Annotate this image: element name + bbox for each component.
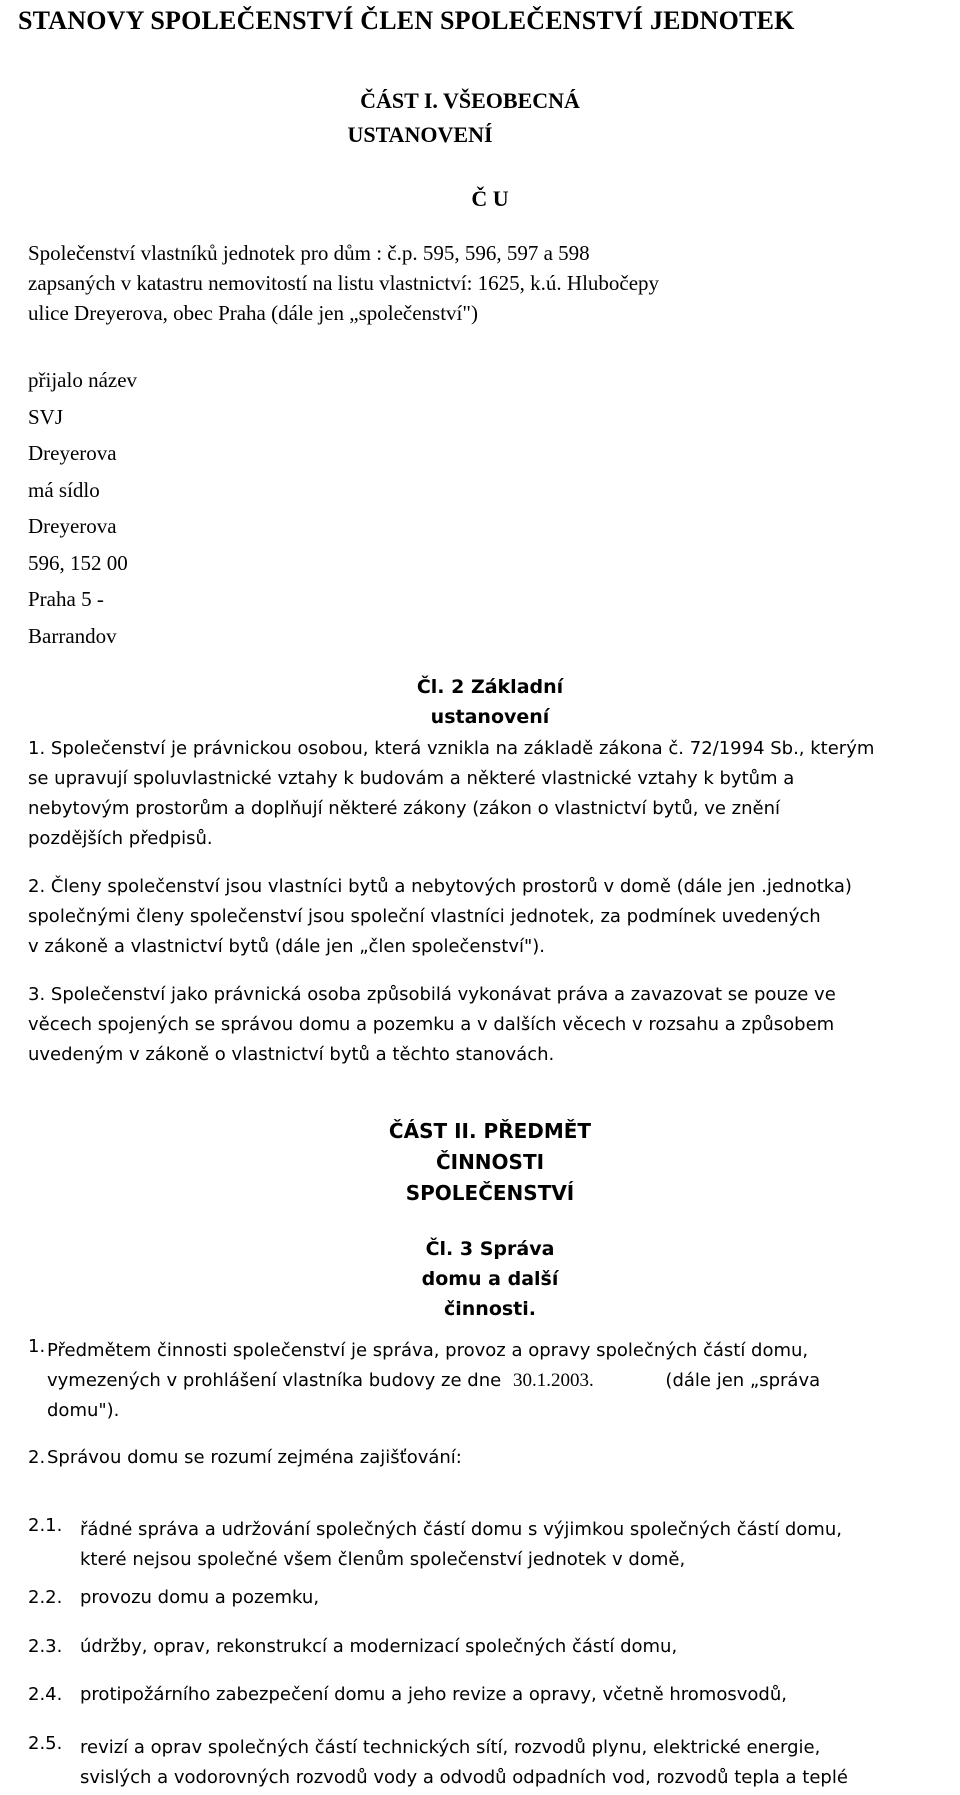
subitem-text: provozu domu a pozemku, [80, 1587, 320, 1608]
subitem-number: 2.4. [28, 1684, 63, 1705]
name-block [28, 362, 137, 654]
article3-heading [390, 1234, 590, 1324]
article3-heading-line: Čl. 3 Správa [425, 1238, 555, 1260]
subitem-text [80, 1515, 842, 1575]
paragraph-line: v zákoně a vlastnictví bytů (dále jen „člen společenství"). [28, 936, 546, 957]
article3-heading-line: činnosti. [443, 1298, 536, 1320]
subitem-number: 2.3. [28, 1636, 63, 1657]
paragraph-line: věcech spojených se správou domu a pozemku a v dalších věcech v rozsahu a způsobem [28, 1014, 835, 1035]
subitem-text: údržby, oprav, rekonstrukcí a modernizací společných částí domu, [80, 1636, 678, 1657]
paragraph-line: 1. Společenství je právnickou osobou, která vznikla na základě zákona č. 72/1994 Sb., kterým [28, 738, 875, 759]
subitem-line: které nejsou společné všem členům společenství jednotek v domě, [80, 1549, 686, 1570]
intro-line: zapsaných v katastru nemovitostí na listu vlastnictví: 1625, k.ú. Hlubočepy [28, 271, 660, 295]
paragraph-line: pozdějších předpisů. [28, 828, 213, 849]
article3-item2-number: 2. [28, 1447, 46, 1468]
part2-heading-line: ČINNOSTI [435, 1150, 545, 1174]
subitem-line: řádné správa a udržování společných částí domu s výjimkou společných částí domu, [80, 1519, 842, 1540]
article1-label: Č U [471, 186, 509, 211]
subitem-number: 2.5. [28, 1733, 63, 1754]
article2-paragraph-1 [28, 734, 874, 854]
subitem-line: svislých a vodorovných rozvodů vody a odvodů odpadních vod, rozvodů tepla a teplé [80, 1767, 848, 1788]
part1-heading-line2: USTANOVENÍ [347, 122, 493, 147]
name-line: Dreyerova [28, 441, 117, 465]
paragraph-line: 3. Společenství jako právnická osoba způsobilá vykonávat práva a zavazovat se pouze ve [28, 984, 836, 1005]
subitem-number: 2.1. [28, 1515, 63, 1536]
intro-paragraph [28, 238, 659, 328]
name-line: SVJ [28, 404, 64, 429]
subitem-line: revizí a oprav společných částí technických sítí, rozvodů plynu, elektrické energie, [80, 1737, 821, 1758]
part2-heading-line: ČÁST II. PŘEDMĚT [388, 1119, 592, 1143]
article2-heading-line1: Čl. 2 Základní [416, 676, 564, 698]
article3-heading-line: domu a další [421, 1268, 559, 1290]
document-title: STANOVY SPOLEČENSTVÍ ČLEN SPOLEČENSTVÍ JEDNOTEK [18, 6, 795, 35]
intro-line: ulice Dreyerova, obec Praha (dále jen „společenství") [28, 301, 478, 325]
item-line: domu"). [47, 1400, 120, 1421]
name-line: má sídlo [28, 477, 100, 502]
subitem-text [80, 1733, 848, 1793]
intro-line: Společenství vlastníků jednotek pro dům : č.p. 595, 596, 597 a 598 [28, 241, 590, 265]
item-text: vymezených v prohlášení vlastníka budovy ze dne [47, 1370, 502, 1391]
article3-item1-number: 1. [28, 1336, 46, 1357]
article3-item1 [47, 1336, 820, 1426]
name-line: Praha 5 - [28, 587, 104, 611]
paragraph-line: se upravují spoluvlastnické vztahy k budovám a některé vlastnické vztahy k bytům a [28, 768, 795, 789]
part2-heading [310, 1116, 670, 1209]
item-line: Předmětem činnosti společenství je správa, provoz a opravy společných částí domu, [47, 1340, 809, 1361]
paragraph-line: společnými členy společenství jsou společní vlastníci jednotek, za podmínek uvedených [28, 906, 821, 927]
part2-heading-line: SPOLEČENSTVÍ [405, 1181, 575, 1205]
item-line [47, 1366, 820, 1396]
article3-item2-text: Správou domu se rozumí zejména zajišťování: [47, 1447, 462, 1468]
article2-heading [390, 672, 590, 732]
name-line: 596, 152 00 [28, 550, 128, 575]
article2-heading-line2: ustanovení [430, 706, 550, 728]
name-line: Barrandov [28, 623, 117, 648]
name-line: Dreyerova [28, 514, 117, 538]
item-text: (dále jen „správa [665, 1370, 821, 1391]
subitem-text: protipožárního zabezpečení domu a jeho revize a opravy, včetně hromosvodů, [80, 1684, 787, 1705]
item-date: 30.1.2003. [512, 1370, 594, 1391]
paragraph-line: nebytovým prostorům a doplňují některé zákony (zákon o vlastnictví bytů, ve znění [28, 798, 780, 819]
name-line: přijalo název [28, 368, 138, 392]
subitem-number: 2.2. [28, 1587, 63, 1608]
article2-paragraph-3 [28, 980, 836, 1070]
part1-heading-line1: ČÁST I. VŠEOBECNÁ [360, 88, 580, 113]
paragraph-line: 2. Členy společenství jsou vlastníci bytů a nebytových prostorů v domě (dále jen .jednotka) [28, 876, 852, 897]
paragraph-line: uvedeným v zákoně o vlastnictví bytů a těchto stanovách. [28, 1044, 555, 1065]
article2-paragraph-2 [28, 872, 852, 962]
